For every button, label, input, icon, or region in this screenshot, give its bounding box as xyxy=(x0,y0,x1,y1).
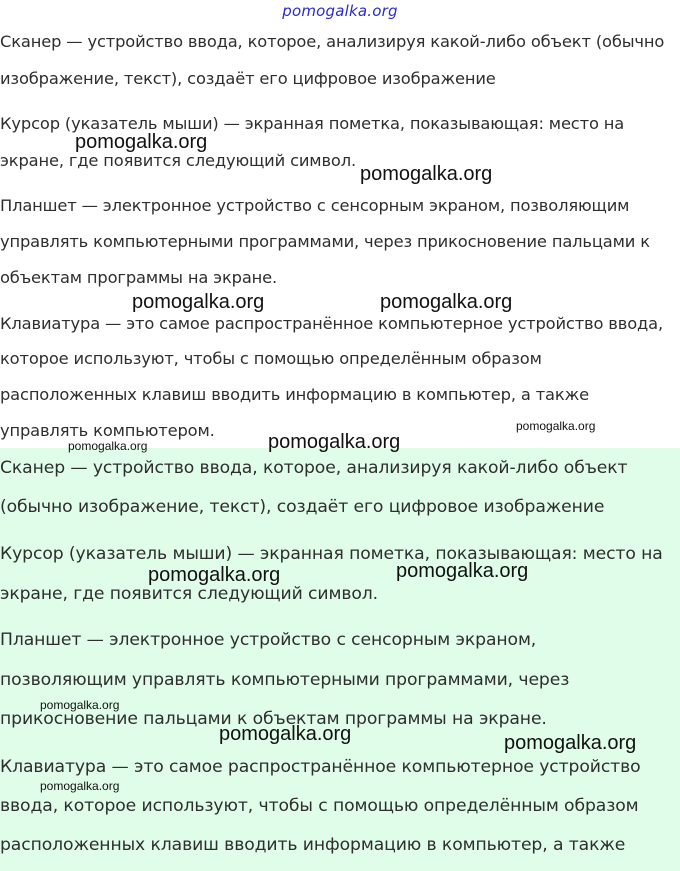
text-line: управлять компьютерными программами, через прикосновение пальцами к xyxy=(0,232,650,251)
watermark: pomogalka.org xyxy=(360,163,493,185)
text-line: Сканер — устройство ввода, которое, анализируя какой-либо объект (обычно xyxy=(0,32,665,51)
watermark: pomogalka.org xyxy=(132,291,265,313)
watermark: pomogalka.org xyxy=(148,564,281,586)
text-line: Планшет — электронное устройство с сенсорным экраном, xyxy=(0,630,537,650)
watermark: pomogalka.org xyxy=(68,439,148,453)
text-line: прикосновение пальцами к объектам программы на экране. xyxy=(0,709,547,729)
text-line: расположенных клавиш вводить информацию в компьютер, а также xyxy=(0,835,626,855)
highlighted-answer-section xyxy=(0,448,680,871)
text-line: управлять компьютером. xyxy=(0,421,215,440)
watermark: pomogalka.org xyxy=(396,560,529,582)
text-line: Курсор (указатель мыши) — экранная пометка, показывающая: место на xyxy=(0,114,625,133)
text-line: позволяющим управлять компьютерными программами, через xyxy=(0,670,570,690)
text-line: изображение, текст), создаёт его цифровое изображение xyxy=(0,69,496,88)
header-watermark: pomogalka.org xyxy=(282,2,398,20)
text-line: которое используют, чтобы с помощью определённым образом xyxy=(0,349,542,368)
watermark: pomogalka.org xyxy=(380,291,513,313)
text-line: Курсор (указатель мыши) — экранная пометка, показывающая: место на xyxy=(0,544,663,564)
watermark: pomogalka.org xyxy=(75,131,208,153)
text-line: экране, где появится следующий символ. xyxy=(0,151,356,170)
watermark: pomogalka.org xyxy=(40,779,120,793)
text-line: Сканер — устройство ввода, которое, анализируя какой-либо объект xyxy=(0,458,628,478)
watermark: pomogalka.org xyxy=(40,698,120,712)
watermark: pomogalka.org xyxy=(219,723,352,745)
text-line: расположенных клавиш вводить информацию в компьютер, а также xyxy=(0,385,589,404)
watermark: pomogalka.org xyxy=(268,431,401,453)
text-line: объектам программы на экране. xyxy=(0,268,278,287)
text-line: Планшет — электронное устройство с сенсорным экраном, позволяющим xyxy=(0,196,630,215)
text-line: (обычно изображение, текст), создаёт его цифровое изображение xyxy=(0,497,605,517)
text-line: экране, где появится следующий символ. xyxy=(0,584,379,604)
watermark: pomogalka.org xyxy=(504,732,637,754)
watermark: pomogalka.org xyxy=(516,419,596,433)
text-line: Клавиатура — это самое распространённое компьютерное устройство xyxy=(0,757,641,777)
text-line: ввода, которое используют, чтобы с помощью определённым образом xyxy=(0,796,639,816)
text-line: Клавиатура — это самое распространённое компьютерное устройство ввода, xyxy=(0,314,663,333)
